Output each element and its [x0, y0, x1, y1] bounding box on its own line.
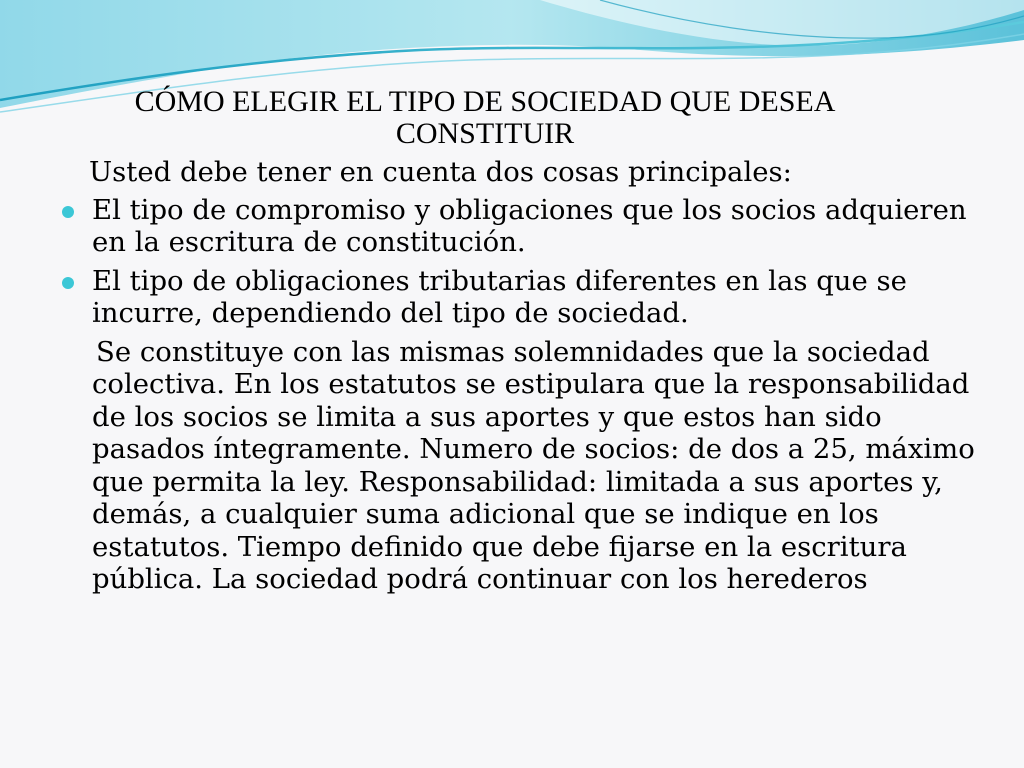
- bullet-text: El tipo de obligaciones tributarias diferentes en las que se incurre, dependiendo del tipo de sociedad.: [92, 264, 907, 329]
- bullet-dot-icon: [62, 206, 74, 218]
- list-item: [60, 265, 980, 330]
- bullet-text: El tipo de compromiso y obligaciones que los socios adquieren en la escritura de constitución.: [92, 193, 967, 258]
- body-paragraph: Se constituye con las mismas solemnidades que la sociedad colectiva. En los estatutos se estipulara que la responsabilidad de los socios se limita a sus aportes y que estos han sido pasados íntegramente. Numero de socios: de dos a 25, máximo que permita la ley. Responsabilidad: limitada a sus aportes y, demás, a cualquier suma adicional que se indique en los estatutos. Tiempo definido que debe fijarse en la escritura pública. La sociedad podrá continuar con los herederos: [92, 335, 975, 595]
- intro-text: Usted debe tener en cuenta dos cosas principales:: [89, 156, 792, 188]
- list-item: [60, 194, 980, 259]
- slide-content: [60, 86, 980, 596]
- bullet-dot-icon: [62, 277, 74, 289]
- slide-title: CÓMO ELEGIR EL TIPO DE SOCIEDAD QUE DESEA CONSTITUIR: [134, 85, 836, 150]
- bullet-list: [60, 194, 980, 330]
